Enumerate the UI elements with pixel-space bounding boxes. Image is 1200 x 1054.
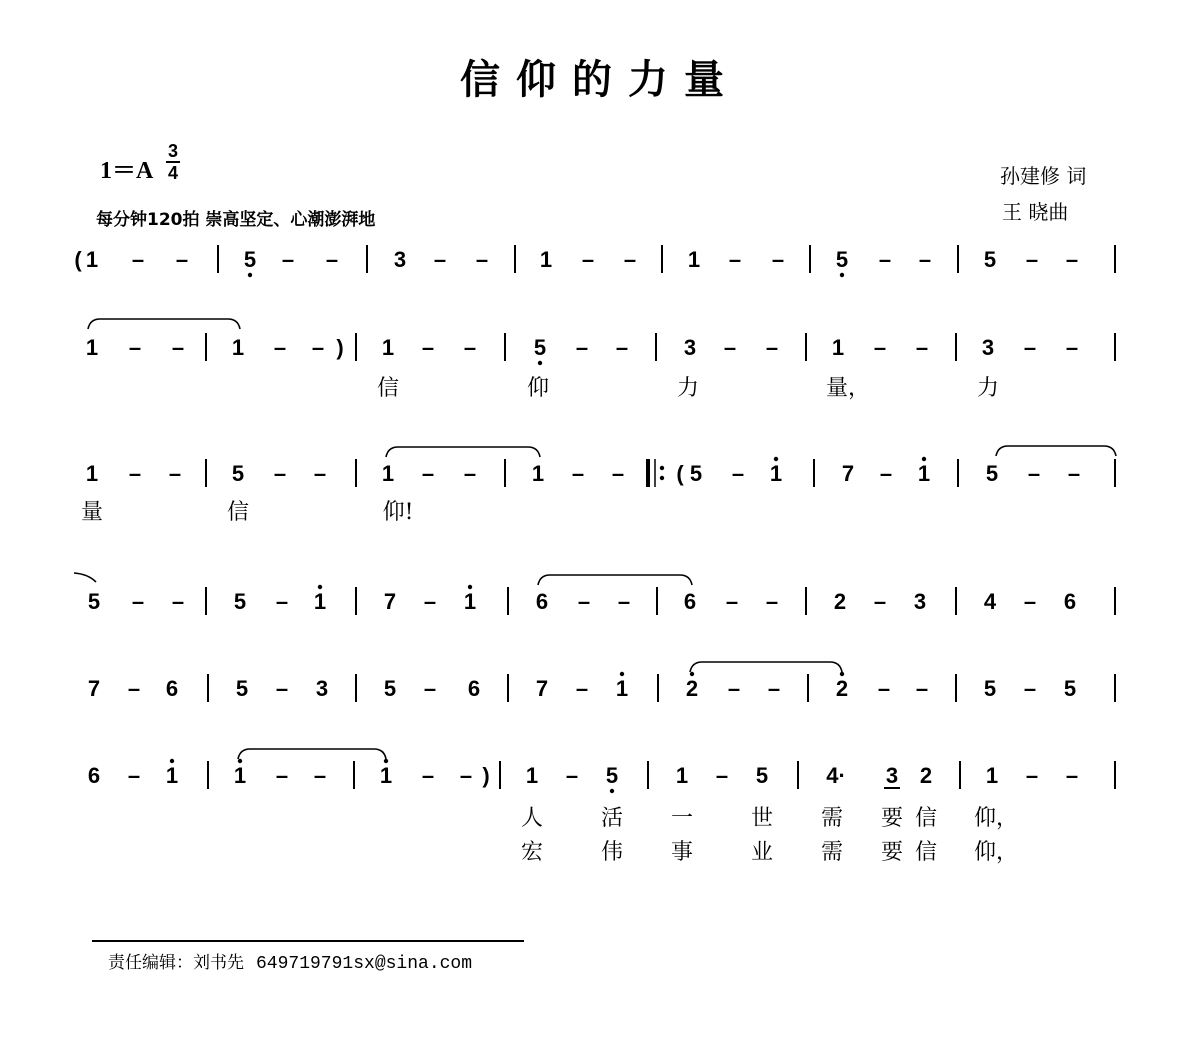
note: 1: [165, 763, 179, 788]
note: –: [273, 461, 287, 486]
note: 6: [535, 589, 549, 614]
lyric-syllable: 业: [750, 840, 774, 865]
note: –: [873, 589, 887, 614]
note: 5: [235, 676, 249, 701]
note: –: [727, 676, 741, 701]
note: –: [918, 247, 932, 272]
lyric-syllable: 一: [670, 806, 694, 831]
tie: [538, 575, 692, 585]
note: 5: [383, 676, 397, 701]
note: –: [423, 589, 437, 614]
note: –: [421, 763, 435, 788]
note: 5: [533, 335, 547, 360]
note: –: [571, 461, 585, 486]
note: –: [715, 763, 729, 788]
octave-dot-below: [538, 361, 542, 365]
note: –: [915, 335, 929, 360]
note: –: [617, 589, 631, 614]
note: 5: [1063, 676, 1077, 701]
note: 1: [231, 335, 245, 360]
note: –: [127, 676, 141, 701]
note: –: [1023, 676, 1037, 701]
note: –: [171, 335, 185, 360]
note: 1: [985, 763, 999, 788]
note: 1: [687, 247, 701, 272]
note: –: [459, 763, 473, 788]
note: –: [581, 247, 595, 272]
note: 4·: [826, 763, 846, 788]
time-signature-denominator: 4: [167, 163, 178, 183]
note: (: [676, 461, 684, 486]
note: 3: [393, 247, 407, 272]
note: –: [168, 461, 182, 486]
note: 1: [539, 247, 553, 272]
lyric-syllable: 信: [914, 840, 938, 865]
note: –: [1023, 335, 1037, 360]
note: –: [131, 247, 145, 272]
note: –: [1065, 247, 1079, 272]
lyric-syllable: 需: [820, 806, 844, 831]
note: –: [421, 335, 435, 360]
note: 3: [981, 335, 995, 360]
note: –: [128, 335, 142, 360]
octave-dot-above: [690, 672, 694, 676]
note: –: [131, 589, 145, 614]
note: –: [463, 461, 477, 486]
note: –: [325, 247, 339, 272]
tie: [386, 447, 540, 457]
note: –: [615, 335, 629, 360]
lyric-syllable: 量: [80, 500, 104, 525]
note: –: [1023, 589, 1037, 614]
note: 6: [165, 676, 179, 701]
lyric-syllable: 伟: [600, 840, 624, 865]
tempo-marking: 每分钟120拍 崇高坚定、心潮澎湃地: [96, 210, 376, 230]
octave-dot-above: [774, 457, 778, 461]
note: 5: [605, 763, 619, 788]
note: –: [771, 247, 785, 272]
key-signature: 1＝A: [100, 158, 154, 184]
note: –: [313, 763, 327, 788]
octave-dot-above: [840, 672, 844, 676]
editor-email: 649719791sx@sina.com: [256, 954, 473, 974]
lyric-syllable: 力: [676, 376, 700, 401]
note: –: [275, 676, 289, 701]
note: ): [482, 763, 490, 788]
tie: [238, 749, 386, 759]
note: 5: [983, 247, 997, 272]
note: –: [127, 763, 141, 788]
octave-dot-above: [170, 759, 174, 763]
note: –: [877, 676, 891, 701]
note: 7: [535, 676, 549, 701]
note: –: [281, 247, 295, 272]
note: 5: [689, 461, 703, 486]
note: 1: [85, 461, 99, 486]
note: 7: [383, 589, 397, 614]
editor-credit: 责任编辑：刘书先: [108, 953, 244, 973]
octave-dot-above: [922, 457, 926, 461]
octave-dot-below: [840, 273, 844, 277]
note: 1: [85, 247, 99, 272]
lyric-syllable: 要: [880, 806, 904, 831]
lyricist-credit: 孙建修 词: [1000, 164, 1087, 188]
note: 1: [531, 461, 545, 486]
note: –: [421, 461, 435, 486]
lyric-syllable: 事: [670, 840, 694, 865]
note: –: [577, 589, 591, 614]
lyric-syllable: 量，: [825, 376, 871, 401]
tie: [996, 446, 1116, 456]
lyric-syllable: 要: [880, 840, 904, 865]
note: 3: [683, 335, 697, 360]
note: –: [1027, 461, 1041, 486]
note: –: [575, 676, 589, 701]
note: 7: [841, 461, 855, 486]
note: 1: [381, 335, 395, 360]
footer-rule: [92, 940, 524, 942]
note: –: [175, 247, 189, 272]
lyric-syllable: 宏: [520, 840, 544, 865]
note: –: [1025, 247, 1039, 272]
lyric-syllable: 力: [976, 376, 1000, 401]
octave-dot-above: [620, 672, 624, 676]
note: 1: [917, 461, 931, 486]
octave-dot-below: [248, 273, 252, 277]
note: 1: [381, 461, 395, 486]
note: –: [1025, 763, 1039, 788]
note: –: [1067, 461, 1081, 486]
note: –: [731, 461, 745, 486]
note: –: [765, 335, 779, 360]
lyric-syllable: 仰，: [973, 840, 1019, 865]
tie: [690, 662, 842, 672]
note: 4: [983, 589, 997, 614]
note: 5: [87, 589, 101, 614]
note: –: [463, 335, 477, 360]
note: 6: [1063, 589, 1077, 614]
octave-dot-above: [384, 759, 388, 763]
lyric-syllable: 人: [520, 806, 544, 831]
note: –: [275, 763, 289, 788]
note: 1: [769, 461, 783, 486]
note: –: [728, 247, 742, 272]
note: 5: [985, 461, 999, 486]
page-title: 信仰的力量: [460, 56, 740, 103]
note: 5: [983, 676, 997, 701]
time-signature-numerator: 3: [167, 141, 178, 161]
note: –: [311, 335, 325, 360]
note: –: [275, 589, 289, 614]
note: –: [475, 247, 489, 272]
note: –: [433, 247, 447, 272]
note: 2: [919, 763, 933, 788]
note: 2: [685, 676, 699, 701]
lyric-syllable: 信: [226, 500, 250, 525]
lyric-syllable: 活: [600, 806, 624, 831]
note: 1: [233, 763, 247, 788]
note: –: [273, 335, 287, 360]
note: 2: [833, 589, 847, 614]
octave-dot-above: [318, 585, 322, 589]
note: 6: [87, 763, 101, 788]
note: –: [725, 589, 739, 614]
note: 5: [835, 247, 849, 272]
note: 1: [313, 589, 327, 614]
note: 1: [831, 335, 845, 360]
note: –: [915, 676, 929, 701]
octave-dot-above: [238, 759, 242, 763]
lyric-syllable: 仰!: [382, 500, 414, 525]
note: 3: [913, 589, 927, 614]
note: ): [336, 335, 344, 360]
note: –: [575, 335, 589, 360]
note: 1: [675, 763, 689, 788]
composer-credit: 王 晓曲: [1002, 200, 1069, 224]
tie-continuation: [74, 573, 96, 582]
note: 2: [835, 676, 849, 701]
note: –: [128, 461, 142, 486]
octave-dot-below: [610, 789, 614, 793]
note: (: [74, 247, 82, 272]
note: 1: [615, 676, 629, 701]
note: –: [878, 247, 892, 272]
note: –: [623, 247, 637, 272]
note: 5: [231, 461, 245, 486]
tie: [88, 319, 240, 329]
lyric-syllable: 信: [914, 806, 938, 831]
note: –: [879, 461, 893, 486]
lyric-syllable: 需: [820, 840, 844, 865]
note: –: [565, 763, 579, 788]
note: 5: [233, 589, 247, 614]
lyric-syllable: 仰，: [973, 806, 1019, 831]
lyric-syllable: 仰: [526, 376, 550, 401]
note: 1: [463, 589, 477, 614]
lyric-syllable: 世: [750, 806, 774, 831]
note: 3: [315, 676, 329, 701]
note: 3: [885, 763, 899, 788]
note: 6: [683, 589, 697, 614]
note: –: [765, 589, 779, 614]
note: –: [313, 461, 327, 486]
repeat-dot: [660, 466, 664, 470]
note: –: [171, 589, 185, 614]
note: 5: [243, 247, 257, 272]
lyric-syllable: 信: [376, 376, 400, 401]
note: –: [723, 335, 737, 360]
footer: [108, 948, 472, 974]
note: 5: [755, 763, 769, 788]
note: –: [611, 461, 625, 486]
repeat-dot: [660, 476, 664, 480]
octave-dot-above: [468, 585, 472, 589]
note: –: [1065, 763, 1079, 788]
note: 7: [87, 676, 101, 701]
note: 1: [525, 763, 539, 788]
note: –: [767, 676, 781, 701]
note: –: [873, 335, 887, 360]
note: 1: [85, 335, 99, 360]
note: 6: [467, 676, 481, 701]
note: –: [423, 676, 437, 701]
note: –: [1065, 335, 1079, 360]
note: 1: [379, 763, 393, 788]
